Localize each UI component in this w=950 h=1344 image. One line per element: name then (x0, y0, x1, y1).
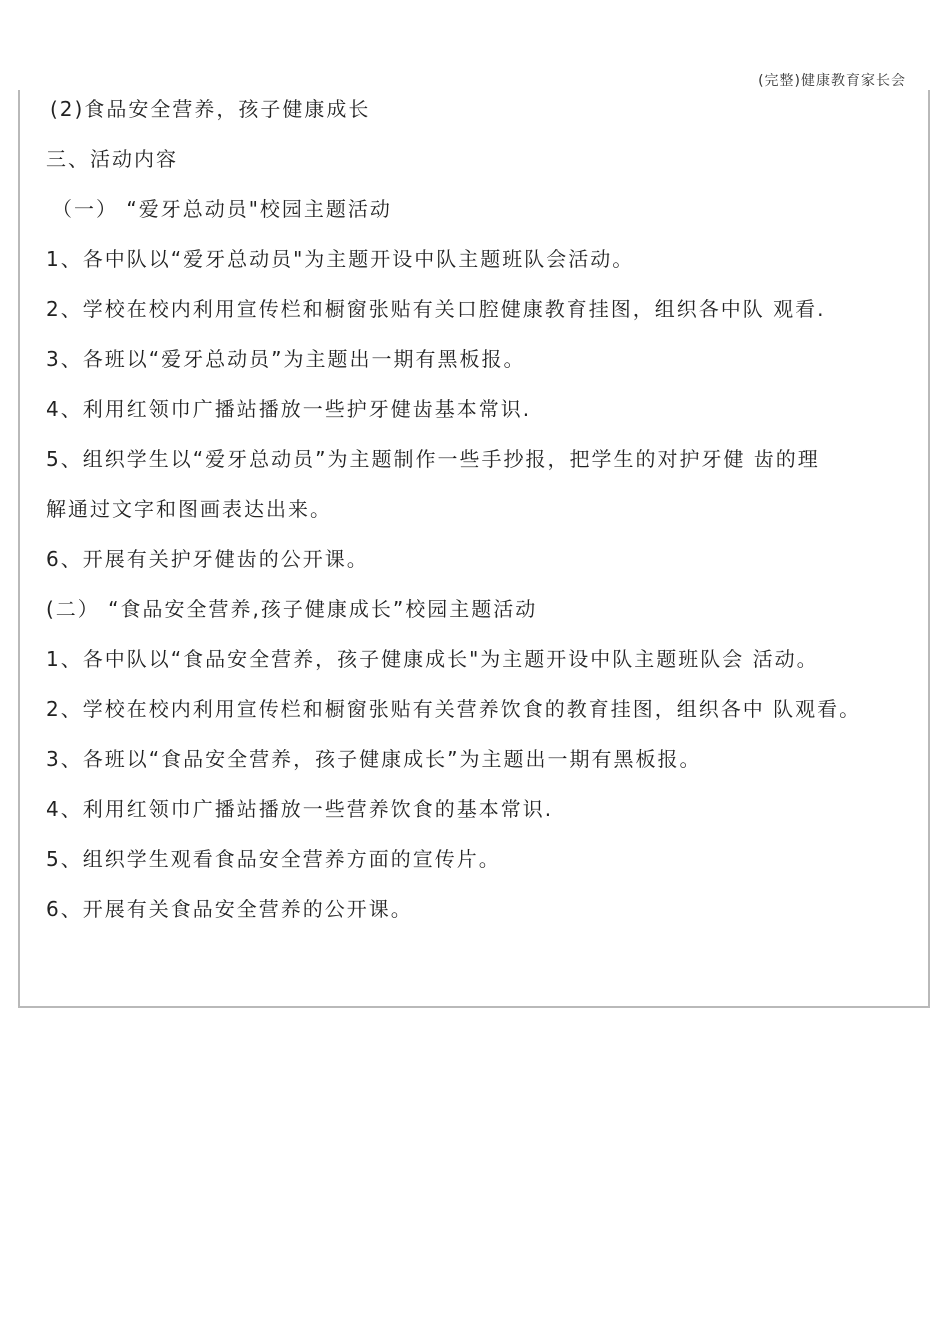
list-item: 3、各班以“爱牙总动员”为主题出一期有黑板报。 (46, 347, 526, 371)
list-item: 4、利用红领巾广播站播放一些护牙健齿基本常识. (46, 397, 532, 421)
section-heading: 三、活动内容 (46, 147, 178, 171)
subsection-heading: (二） “食品安全营养,孩子健康成长”校园主题活动 (46, 597, 538, 621)
list-item: 3、各班以“食品安全营养，孩子健康成长”为主题出一期有黑板报。 (46, 747, 702, 771)
list-item: 5、组织学生以“爱牙总动员”为主题制作一些手抄报，把学生的对护牙健 齿的理 (46, 447, 820, 471)
list-item: 4、利用红领巾广播站播放一些营养饮食的基本常识. (46, 797, 554, 821)
subsection-line: (2)食品安全营养，孩子健康成长 (50, 97, 371, 121)
subsection-heading: （一） “爱牙总动员"校园主题活动 (52, 197, 392, 221)
list-item: 2、学校在校内利用宣传栏和橱窗张贴有关营养饮食的教育挂图，组织各中 队观看。 (46, 697, 862, 721)
list-item: 6、开展有关护牙健齿的公开课。 (46, 547, 369, 571)
list-item: 1、各中队以“爱牙总动员"为主题开设中队主题班队会活动。 (46, 247, 635, 271)
list-item: 6、开展有关食品安全营养的公开课。 (46, 897, 413, 921)
list-item: 1、各中队以“食品安全营养，孩子健康成长"为主题开设中队主题班队会 活动。 (46, 647, 819, 671)
list-item-continuation: 解通过文字和图画表达出来。 (46, 497, 332, 521)
list-item: 5、组织学生观看食品安全营养方面的宣传片。 (46, 847, 501, 871)
running-header: (完整)健康教育家长会 (758, 73, 906, 89)
list-item: 2、学校在校内利用宣传栏和橱窗张贴有关口腔健康教育挂图，组织各中队 观看. (46, 297, 826, 321)
